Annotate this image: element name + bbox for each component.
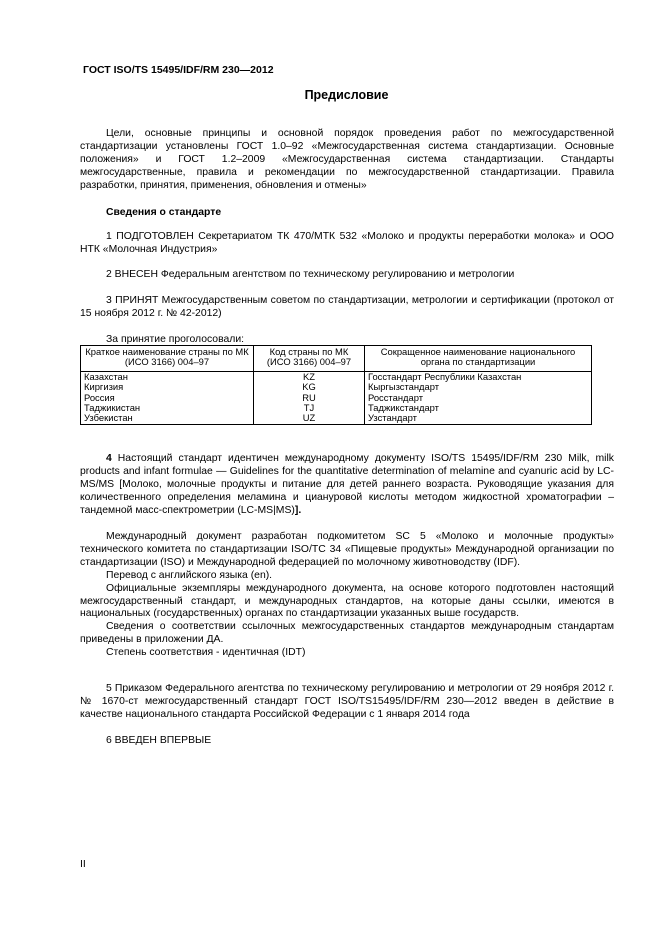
item-5-text: 5 Приказом Федерального агентства по техническому регулированию и метрологии от 29 ноября 2012 г. № 1670-ст межгосударственный стандарт ГОСТ ISO/TS15495/IDF/RM 230—2012 введен в действие в качестве национального стандарта Российской Федерации с 1 января 2014 года bbox=[80, 683, 614, 720]
body-cell: Узстандарт bbox=[365, 413, 592, 424]
vote-table-header-body: Сокращенное наименование национального органа по стандартизации bbox=[365, 346, 592, 372]
table-row bbox=[81, 403, 592, 413]
vote-table-header-country: Краткое наименование страны по МК (ИСО 3166) 004–97 bbox=[81, 346, 254, 372]
vote-table-header-row bbox=[81, 346, 592, 372]
item-4-details bbox=[80, 531, 614, 660]
country-cell: Таджикистан bbox=[81, 403, 254, 413]
item-1-text: 1 ПОДГОТОВЛЕН Секретариатом ТК 470/МТК 532 «Молоко и продукты переработки молока» и ООО НТК «Молочная Индустрия» bbox=[80, 231, 614, 255]
page-title: Предисловие bbox=[304, 88, 389, 102]
country-cell: Узбекистан bbox=[81, 413, 254, 424]
item-5 bbox=[80, 683, 614, 722]
country-cell: Казахстан bbox=[81, 371, 254, 382]
vote-table-header-code: Код страны по МК (ИСО 3166) 004–97 bbox=[254, 346, 365, 372]
intro-text: Цели, основные принципы и основной порядок проведения работ по межгосударственной стандартизации установлены ГОСТ 1.0–92 «Межгосударственная система стандартизации. Основные положения» и ГОСТ 1.2–2009 «Межгосударственная система стандартизации. Стандарты межгосударственные, правила и рекомендации по межгосударственной стандартизации. Правила разработки, принятия, применения, обновления и отмены» bbox=[80, 128, 614, 191]
item-2-text: 2 ВНЕСЕН Федеральным агентством по техническому регулированию и метрологии bbox=[106, 269, 515, 280]
vote-table bbox=[80, 345, 592, 425]
references-paragraph: Сведения о соответствии ссылочных межгосударственных стандартов международным стандартам приведены в приложении ДА. bbox=[80, 621, 614, 646]
item-4-body: Настоящий стандарт идентичен международному документу ISO/TS 15495/IDF/RM 230 Milk, milk products and infant formulae — Guidelines for the quantitative determination of melamine and cyanuric acid by LC-MS/MS [Молоко, молочные продукты и питание для детей раннего возраста. Руководящие указания для количественного определения меламина и циануровой кислоты методом жидкостной хроматографии – тандемной масс-спектрометрии (LC-MS|MS) bbox=[80, 453, 614, 516]
vote-caption: За принятие проголосовали: bbox=[106, 334, 245, 345]
item-3-text: 3 ПРИНЯТ Межгосударственным советом по стандартизации, метрологии и сертификации (протокол от 15 ноября 2012 г. № 42-2012) bbox=[80, 295, 614, 319]
item-3 bbox=[80, 295, 614, 321]
item-4 bbox=[80, 453, 614, 518]
code-cell: KZ bbox=[254, 371, 365, 382]
code-cell: UZ bbox=[254, 413, 365, 424]
item-2 bbox=[80, 269, 614, 282]
table-row bbox=[81, 371, 592, 382]
item-4-text bbox=[80, 453, 614, 518]
country-cell: Киргизия bbox=[81, 382, 254, 392]
degree-paragraph: Степень соответствия - идентичная (IDT) bbox=[106, 647, 306, 659]
item-6 bbox=[80, 735, 614, 748]
translation-paragraph: Перевод с английского языка (en). bbox=[106, 569, 273, 581]
table-row bbox=[81, 382, 592, 392]
body-cell: Госстандарт Республики Казахстан bbox=[365, 371, 592, 382]
item-4-number: 4 bbox=[106, 453, 112, 464]
section-title: Сведения о стандарте bbox=[106, 207, 222, 218]
code-cell: KG bbox=[254, 382, 365, 392]
body-cell: Таджикстандарт bbox=[365, 403, 592, 413]
code-cell: RU bbox=[254, 393, 365, 403]
body-cell: Кыргызстандарт bbox=[365, 382, 592, 392]
country-cell: Россия bbox=[81, 393, 254, 403]
table-row bbox=[81, 413, 592, 424]
item-1 bbox=[80, 231, 614, 257]
item-4-close-bracket: ]. bbox=[294, 504, 302, 516]
intro-paragraph bbox=[80, 128, 614, 193]
body-cell: Росстандарт bbox=[365, 393, 592, 403]
page-number: II bbox=[80, 858, 86, 870]
code-cell: TJ bbox=[254, 403, 365, 413]
item-6-text: 6 ВВЕДЕН ВПЕРВЫЕ bbox=[106, 735, 212, 746]
table-row bbox=[81, 393, 592, 403]
developed-paragraph: Международный документ разработан подкомитетом SC 5 «Молоко и молочные продукты» технического комитета по стандартизации ISO/TC 34 «Пищевые продукты» Международной организации по стандартизации (ISO) и Международной федерацией по молочному животноводству (IDF). bbox=[80, 531, 614, 568]
copies-paragraph: Официальные экземпляры международного документа, на основе которого подготовлен настоящий межгосударственный стандарт, и международных стандартов, на которые даны ссылки, имеются в национальных (государственных) органах по стандартизации указанных выше государств. bbox=[80, 582, 614, 620]
running-header: ГОСТ ISO/TS 15495/IDF/RM 230—2012 bbox=[83, 64, 274, 76]
